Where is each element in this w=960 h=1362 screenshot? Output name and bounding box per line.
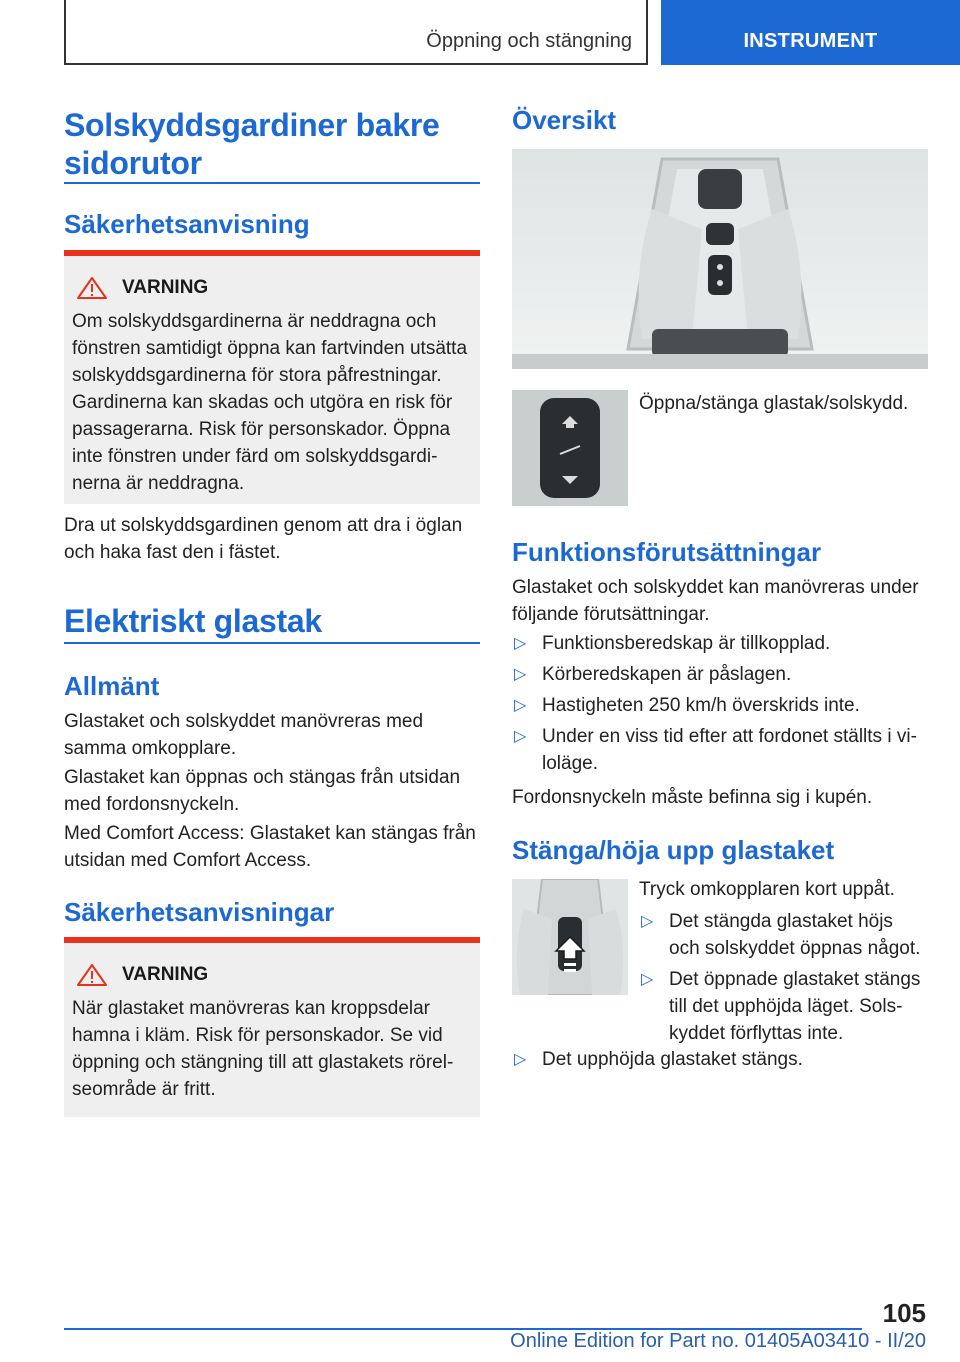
- subtitle-safety-block: [64, 208, 480, 240]
- list-item: ▷ Körberedskapen är påslagen.: [512, 661, 928, 688]
- warning-box-1: [64, 250, 480, 504]
- warning-triangle-icon: [76, 276, 108, 300]
- title-prerequisites-block: [512, 536, 928, 568]
- raised-close-list: [512, 1046, 928, 1077]
- warning-title-2: [72, 963, 470, 987]
- header-section-box: [64, 0, 648, 65]
- caption-open-close: Öppna/stänga glastak/solskydd.: [639, 393, 909, 414]
- warning-box-2: [64, 937, 480, 1117]
- triangle-bullet-icon: ▷: [514, 666, 527, 683]
- header-chapter-label: INSTRUMENT: [743, 30, 878, 52]
- page-number: 105: [882, 1298, 926, 1328]
- warning-label-2: VARNING: [122, 964, 209, 985]
- subtitle-safety-2-block: [64, 896, 480, 928]
- para-same-switch: Glastaket och solskyddet manövreras med samma omkopplare.: [64, 711, 424, 759]
- para-conditions: Glastaket och solskyddet kan manövreras under följande förutsättningar.: [512, 577, 919, 625]
- list-item: ▷ Det stängda glastaket höjs och solskyddet öppnas något.: [639, 908, 928, 962]
- header-chapter-tab[interactable]: [661, 0, 960, 65]
- section-title-close-raise: Stänga/höja upp glastaket: [512, 835, 835, 865]
- left-title-block: [64, 106, 480, 182]
- list-item: ▷ Det upphöjda glastaket stängs.: [512, 1046, 928, 1073]
- subtitle-general: Allmänt: [64, 671, 160, 701]
- warning-text-2: När glastaket manövreras kan kroppsdelar hamna i kläm. Risk för personskador. Se vid öppning och stängning till att glastakets rörelseområde är fritt.: [72, 998, 454, 1100]
- title-rule: [64, 182, 480, 184]
- triangle-bullet-icon: ▷: [514, 728, 527, 745]
- warning-title-1: [72, 276, 470, 300]
- list-item: ▷ Funktionsberedskap är tillkopplad.: [512, 630, 928, 657]
- header-section-title: Öppning och stängning: [426, 30, 632, 52]
- warning-triangle-icon: [76, 963, 108, 987]
- section-title-overview: Översikt: [512, 105, 617, 135]
- subtitle-safety-2: Säkerhetsanvisningar: [64, 897, 335, 927]
- warning-text-1: Om solskyddsgardinerna är neddragna och fönstren samtidigt öppna kan fartvinden utsätta solskyddsgardinerna för stora påfrestningar. Gardinerna kan skadas och utgöra en risk för passagerarna. Risk för personskador. Öppna inte fönstren under färd om solskyddsgardinerna är neddragna.: [72, 311, 468, 494]
- roof-console-illustration: [512, 149, 928, 369]
- switch-photo: [512, 390, 628, 506]
- press-results-list: [639, 908, 928, 1051]
- edition-link[interactable]: Online Edition for Part no. 01405A03410 - II/20: [510, 1330, 926, 1352]
- title-rule-2: [64, 642, 480, 644]
- conditions-list: [512, 630, 928, 781]
- section-title-glass-roof: Elektriskt glastak: [64, 603, 322, 639]
- switch-closeup-illustration: [512, 390, 628, 506]
- triangle-bullet-icon: ▷: [514, 635, 527, 652]
- para-comfort-access: Med Comfort Access: Glastaket kan stängas från utsidan med Comfort Access.: [64, 823, 476, 871]
- para-key-inside: Fordonsnyckeln måste befinna sig i kupén.: [512, 787, 873, 808]
- para-press-up: Tryck omkopplaren kort uppåt.: [639, 879, 895, 900]
- list-item: ▷ Det öppnade glastaket stängs till det upphöjda läget. Solskyddet förflyttas inte.: [639, 966, 928, 1047]
- list-item: ▷ Hastigheten 250 km/h överskrids inte.: [512, 692, 928, 719]
- para-remote-key: Glastaket kan öppnas och stängas från utsidan med fordonsnyckeln.: [64, 767, 461, 815]
- triangle-bullet-icon: ▷: [641, 913, 654, 930]
- warning-label-1: VARNING: [122, 277, 209, 298]
- list-item: ▷ Under en viss tid efter att fordonet ställts i viloläge.: [512, 723, 928, 777]
- triangle-bullet-icon: ▷: [641, 971, 654, 988]
- triangle-bullet-icon: ▷: [514, 697, 527, 714]
- switch-press-photo: [512, 879, 628, 995]
- section-title-prerequisites: Funktionsförutsättningar: [512, 537, 822, 567]
- overview-photo: [512, 149, 928, 369]
- para-pull-blind: Dra ut solskyddsgardinen genom att dra i öglan och haka fast den i fästet.: [64, 515, 463, 563]
- title-close-raise-block: [512, 834, 928, 866]
- subtitle-general-block: [64, 670, 480, 702]
- subtitle-safety: Säkerhetsanvisning: [64, 209, 310, 239]
- title-overview-block: [512, 104, 928, 136]
- switch-press-illustration: [512, 879, 628, 995]
- triangle-bullet-icon: ▷: [514, 1051, 527, 1068]
- section-title-sunblinds: Solskyddsgardiner bakre sidorutor: [64, 107, 440, 181]
- title-glass-roof-block: [64, 602, 480, 640]
